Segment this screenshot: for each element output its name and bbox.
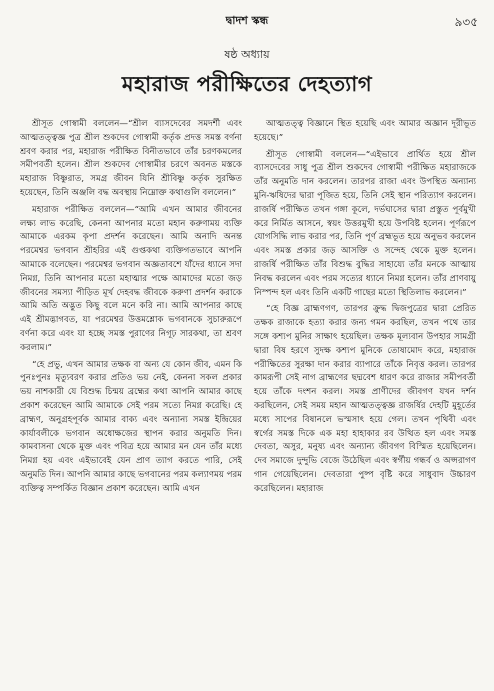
paragraph: “হে বিজ্ঞ ব্রাহ্মণগণ, তারপর ক্রুদ্ধ দ্বিজপুত্রের দ্বারা প্রেরিত তক্ষক রাজাকে হত্যা করার জন্য গমন করছিল, তখন পথে তার সঙ্গে কশ্যপ মুনির সাক্ষাৎ হয়েছিল। তক্ষক মূল্যবান উপহার সামগ্রী দ্বারা বিষ হরণে সুদক্ষ কশ্যপ মুনিকে তোষামোদ করে, মহারাজ পরীক্ষিতের সুরক্ষা দান করার ব্যাপারে তাঁকে নিবৃত্ত করল। তারপর কামরূপী সেই নাগ ব্রাহ্মণের ছদ্মবেশ ধারণ করে রাজার সমীপবর্তী হয়ে তাঁকে দংশন করল। সমস্ত প্রাণীদের জীবগণ যখন দর্শন করছিলেন, সেই সময় মহান আত্মতত্ত্বজ্ঞ রাজর্ষির দেহটি মুহূর্তের মধ্যে সাপের বিষানলে ভস্মসাৎ হয়ে গেল। তখন পৃথিবী এবং স্বর্গের সমস্ত দিকে এক মহা হাহাকার রব উত্থিত হল এবং সমস্ত দেবতা, অসুর, মনুষ্য এবং অন্যান্য জীবগণ বিস্মিত হয়েছিলেন। দেব সমাজে দুন্দুভি বেজে উঠেছিল এবং স্বর্গীয় গন্ধর্ব ও অপ্সরাগণ গান গেয়েছিলেন। দেবতারা পুষ্প বৃষ্টি করে সাধুবাদ উচ্চারণ করেছিলেন। মহারাজ (254, 304, 476, 494)
paragraph: “হে প্রভু, এখন আমার তক্ষক বা অন্য যে কোন জীব, এমন কি পুনঃপুনঃ মৃত্যুবরণ করার প্রতিও ভয় নেই, কেননা সকল প্রকার ভয় নাশকারী যে বিশুদ্ধ চিন্ময় ব্রহ্মের কথা আপনি আমার কাছে প্রকাশ করেছেন আমি আমাকে সেই পরম সত্যে নিমগ্ন করেছি। হে ব্রাহ্মণ, অনুগ্রহপূর্বক আমার বাক্য এবং অন্যান্য সমস্ত ইন্দ্রিয়ের কার্যাবলীকে ভগবান অধোক্ষজের স্থাপন করার অনুমতি দিন। কামবাসনা থেকে মুক্ত এবং পবিত্র হয়ে আমার মন যেন তাঁর মধ্যে নিমগ্ন হয় এবং এইভাবেই যেন প্রাণ ত্যাগ করতে পারি, সেই অনুমতি দিন। আপনি আমার কাছে ভগবানের পরম কল্যাণময় পরম ব্যক্তিত্ব সম্পর্কিত বিজ্ঞান প্রকাশ করেছেন। আমি এখন (20, 359, 242, 494)
paragraph: শ্রীসূত গোস্বামী বললেন—“এইভাবে প্রার্থিত হয়ে শ্রীল ব্যাসদেবের সাধু পুত্র শ্রীল শুকদেব গোস্বামী পরীক্ষিত মহারাজকে তাঁর অনুমতি দান করলেন। তারপর রাজা এবং উপস্থিত অন্যান্য মুনি-ঋষিদের দ্বারা পূজিত হয়ে, তিনি সেই স্থান পরিত্যাগ করলেন। রাজর্ষি পরীক্ষিত তখন গঙ্গা কূলে, দর্ভঘাসের দ্বারা প্রস্তুত পূর্বমুখী করে নির্মিত আসনে, স্বয়ং উত্তরমুখী হয়ে উপবিষ্ট হলেন। পূর্ণরূপে যোগসিদ্ধি লাভ করার পর, তিনি পূর্ণ ব্রহ্মভূত হয়ে অনুভব করলেন এবং সমস্ত প্রকার জড় আসক্তি ও সন্দেহ থেকে মুক্ত হলেন। রাজর্ষি পরীক্ষিত তাঁর বিশুদ্ধ বুদ্ধির সাহায্যে তাঁর মনকে আত্মায় নিবদ্ধ করলেন এবং পরম সত্যের ধ্যানে নিমগ্ন হলেন। তাঁর প্রাণবায়ু নিস্পন্দ হল এবং তিনি একটি গাছের মতো স্থিতিলাভ করলেন।” (254, 149, 476, 298)
left-column (20, 118, 242, 684)
chapter-heading: ষষ্ঠ অধ্যায় (224, 48, 270, 61)
paragraph: আত্মতত্ত্ব বিজ্ঞানে স্থিত হয়েছি এবং আমার অজ্ঞান দূরীভূত হয়েছে।” (254, 119, 476, 143)
paragraph: শ্রীসূত গোস্বামী বললেন—“শ্রীল ব্যাসদেবের সমদর্শী এবং আত্মতত্ত্বজ্ঞ পুত্র শ্রীল শুকদেব গোস্বামী কর্তৃক প্রদত্ত সমস্ত বর্ণনা শ্রবণ করার পর, মহারাজ পরীক্ষিত বিনীতভাবে তাঁর চরণকমলের সমীপবর্তী হলেন। শ্রীল শুকদেব গোস্বামীর চরণে অবনত মস্তকে মহারাজ বিষ্ণুরাত, সমগ্র জীবন যিনি শ্রীবিষ্ণু কর্তৃক সুরক্ষিত হয়েছেন, তিনি অঞ্জলি বদ্ধ অবস্থায় নিম্নোক্ত কথাগুলি বললেন।” (20, 119, 242, 198)
paragraph: মহারাজ পরীক্ষিত বললেন—“আমি এখন আমার জীবনের লক্ষ্য লাভ করেছি, কেননা আপনার মতো মহান করুণাময় ব্যক্তি আমাকে এরকম কৃপা প্রদর্শন করেছেন। আমি অনাদি অনন্ত পরমেশ্বর ভগবান শ্রীহরির এই গুপ্তকথা ব্যক্তিগতভাবে আপনি আমাকে বলেছেন। পরমেশ্বর ভগবান অজ্ঞতাবশে যাঁদের ধ্যানে সদা নিমগ্ন, তিনি আপনার মতো মহাত্মার পক্ষে আমাদের মতো জড় জীবনের সমস্যা পীড়িত মূর্খ দেহবদ্ধ জীবকে করুণা প্রদর্শন করাকে আমি অতি অদ্ভুত কিছু বলে মনে করি না। আমি আপনার কাছে এই শ্রীমদ্ভাগবত, যা পরমেশ্বর উত্তমশ্লোক ভগবানকে সুচারুরূপে বর্ণনা করে এবং যা হচ্ছে সমস্ত পুরাণের নিগূঢ় সারকথা, তা শ্রবণ করলাম।” (20, 204, 242, 353)
chapter-title: মহারাজ পরীক্ষিতের দেহত্যাগ (121, 71, 373, 96)
right-column (254, 118, 476, 684)
page-number: ৯৩৫ (454, 15, 478, 29)
running-header: দ্বাদশ স্কন্ধ (225, 14, 269, 27)
